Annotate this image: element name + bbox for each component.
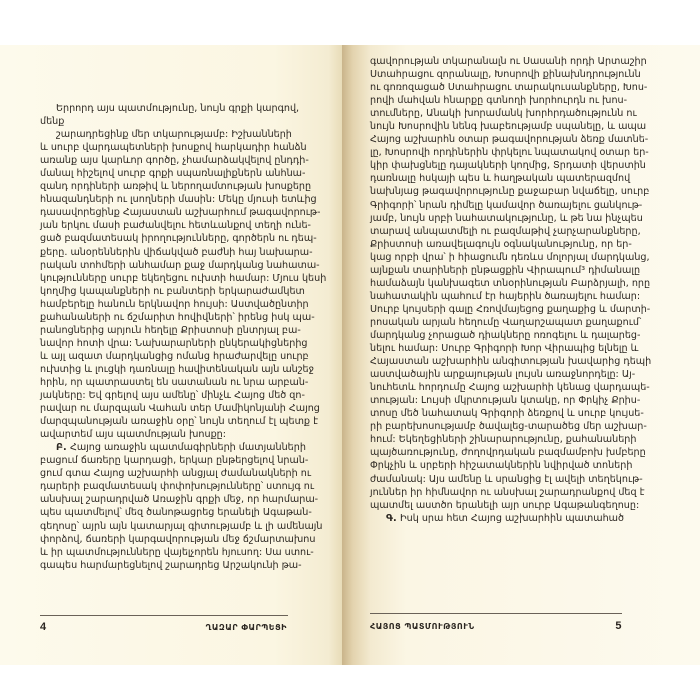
text-line <box>40 246 313 259</box>
text-line-content: ցած բազմատեսակ իրողությունները, գործերն ու դեպ- <box>40 233 317 245</box>
text-line-content: պատմել աստծո երանելի այր սուրբ Ագաթանգեղոսը: <box>370 499 640 511</box>
text-line <box>370 251 650 264</box>
text-line-content: մարզպանության առաջին օրը՝ նույն տեղում էլ պետք է <box>40 416 319 428</box>
right-footer-rule <box>370 613 622 614</box>
text-line-content: յակները: Եվ գրելով այս ամենը՝ մինչև Հայոց մեծ զո- <box>40 390 305 402</box>
text-line <box>370 146 649 159</box>
text-line <box>40 480 315 493</box>
text-line <box>40 454 309 467</box>
left-running-head: ՂԱԶԱՐ ՓԱՐՊԵՑԻ <box>205 623 287 632</box>
text-line-content: գապես հարմարեցնելով շարադրեց Արշակունի թա- <box>40 559 302 571</box>
text-line-content: քահանաների ու ճշմարիտ հովիվների՝ իրենց իսկ պա- <box>40 311 315 323</box>
text-line <box>40 350 309 363</box>
text-line-content: և սուրբ վարդապետների խոսքով հարկադիր հանձն <box>40 142 307 154</box>
text-line <box>40 415 319 428</box>
text-line-content: մենք <box>40 116 65 128</box>
text-line-content: տության: Լույսի մկրտության կտակը, որ Փրկիչ Քրիս- <box>370 395 641 407</box>
text-line-content: Իսկ սրա հետ Հայոց աշխարհին պատահած <box>399 512 624 524</box>
text-line <box>370 473 643 486</box>
text-line-content: մարդկանց չորացած դիակները ոռոգելու և դալարեց- <box>370 329 641 341</box>
text-line-content: նելու համար: Սուրբ Գրիգորի Խոր Վիրապից ելնելը և <box>370 343 639 355</box>
text-line <box>40 272 327 285</box>
text-line-content: րոսական արյան հեղումը Վաղարշապատ քաղաքում՝ <box>370 316 642 328</box>
text-line <box>40 493 319 506</box>
text-line <box>370 107 637 120</box>
text-line-content: նույն Խոսրովին նենգ խաբեությամբ սպանելը, և ապա <box>370 121 647 133</box>
text-line-content: Հայոց առաջին պատմագիրների մատյանների <box>69 442 306 454</box>
text-line-content: աստվածային արքայության լույսն առաջնորդելը: Այ- <box>370 369 636 381</box>
text-line <box>370 407 644 420</box>
text-line <box>40 376 309 389</box>
text-line-content: կաց որբի վրա՝ ի հիացումն դեռևս մոլորյալ մարդկանց, <box>370 251 650 263</box>
text-line-content: րովի մահվան հնարքը գտնողի խորհուրդն ու խոս- <box>370 95 628 107</box>
text-line <box>370 446 646 459</box>
text-line <box>370 499 640 512</box>
text-line <box>40 115 287 128</box>
text-line-content: Ստահրացու զորանալը, Խոսրովի քինախնդրությունն <box>370 69 641 81</box>
text-line-content: հնազանդների ու լսողների մասին: Մեկը մյուսի ետևից <box>40 194 317 206</box>
text-line-content: րի բարեխոսությամբ ծավալեց-տարածեց մեր աշխար- <box>370 421 647 433</box>
text-line-content: նահատակին պահում էր հայերին ծառայելու համար: <box>370 290 641 302</box>
text-line <box>40 298 309 311</box>
text-line <box>370 238 632 251</box>
text-line <box>40 533 316 546</box>
text-line-content: համաձայն կանխագետ տնօրինության Բարձրյալի, որը <box>370 277 651 289</box>
text-line-content: պես պատմելով՝ մեզ ծանոթացրեց երանելի Ագաթան- <box>40 507 312 519</box>
text-line <box>40 559 302 572</box>
text-line-content: տոսը մեծ նահատակ Գրիգորի ձեռքով և սուրբ կույսե- <box>370 408 644 420</box>
text-line <box>40 402 320 415</box>
text-line <box>40 285 305 298</box>
text-line-content: առանք այս կարևոր գործը, չհամարձակվելով ընդդի- <box>40 155 309 167</box>
text-line-content: յուններ իր հիմնավոր ու անսխալ շարադրանքով մեզ է <box>370 486 645 498</box>
text-line <box>370 172 631 185</box>
text-line-content: նուհետև հորդումը Հայոց աշխարհի կենաց վարդապե- <box>370 382 650 394</box>
text-line <box>370 381 650 394</box>
text-line-content: տումները, Անակի խորամանկ խորհրդածությունն ու <box>370 108 637 120</box>
text-line-content: ցում գտա Հայոց աշխարհի անցյալ ժամանակների ու <box>40 468 312 480</box>
text-line-content: քերը. անօրեններին վիճակված բաժնի հայ նախարա- <box>40 246 313 258</box>
text-line-content: Գրիգորի՝ նրան դիմելը կամավոր ծառայելու ցանկութ- <box>370 199 643 211</box>
text-line-content: Քրիստոսի առավելագույն օգնականությունը, որ եր- <box>370 238 632 250</box>
text-line <box>40 428 287 441</box>
text-line-content: զանդ որդիների առթիվ և ներողամտության խոսքերը <box>40 181 312 193</box>
text-line <box>370 68 641 81</box>
text-line <box>370 355 652 368</box>
text-line <box>40 219 312 232</box>
text-line <box>370 133 649 146</box>
text-line <box>370 199 643 212</box>
text-line <box>370 225 641 238</box>
text-line-content: Սուրբ կույսերի գալը Հռովմայեցոց քաղաքից և մարտի- <box>370 303 651 315</box>
text-line-content: համբերելը հանուն երկնավոր հույսի: Աստվածընտիր <box>40 298 309 310</box>
text-line-content: դարերի բազմատեսակ փոփոխությունները՝ ստույգ ու <box>40 481 315 493</box>
text-line <box>370 394 641 407</box>
text-line <box>40 232 317 245</box>
text-line-content: փորձով, ճառերի կարգավորության մեջ ճշմարտախոս <box>40 533 316 545</box>
text-line-content: կողմից կապանքների ու բանտերի երկարաժամկետ <box>40 285 305 297</box>
text-line <box>40 363 314 376</box>
text-line <box>40 311 315 324</box>
text-line-content: և այլ ազատ մարդկանցից ոմանց հրաժարվելը սուրբ <box>40 350 309 362</box>
text-line <box>40 128 292 141</box>
left-footer-rule <box>40 615 288 616</box>
text-line-content: կությունները սուրբ եկեղեցու ուխտի համար: Մյուս կեսի <box>40 272 327 284</box>
text-line <box>370 420 647 433</box>
left-page-number: 4 <box>40 621 47 633</box>
text-line <box>370 303 651 316</box>
section-marker: Գ. <box>386 512 400 524</box>
text-line-content: նավոր հոտի վրա: Նախարարների ընկերակիցներից <box>40 337 308 349</box>
right-running-head: ՀԱՅՈՑ ՊԱՏՄՈՒԹՅՈՒՆ <box>370 622 475 631</box>
right-page-body <box>370 55 652 525</box>
text-line-content: գավորության տկարանալն ու Սասանի որդի Արտաշիր <box>370 56 647 67</box>
text-line <box>40 141 307 154</box>
text-line-content: րավար ու մարզպան Վահան տեր Մամիկոնյանի Հայոց <box>40 403 320 415</box>
text-line <box>40 337 308 350</box>
text-line <box>40 324 301 337</box>
text-line-content: շարադրեցինք մեր տկարությամբ: Իշխանների <box>56 129 292 141</box>
text-line <box>370 185 650 198</box>
text-line-content: մանալ հիշելով սուրբ գրքի սպառնալիքներն անհնա- <box>40 168 306 180</box>
text-line <box>370 212 643 225</box>
text-line-content: այնքան տարիների ընթացքին Վիրապում³ դիմանալը <box>370 264 641 276</box>
book-spread <box>0 45 700 665</box>
text-line-content: գեղոսը՝ այրն այն կատարյալ գիտությամբ և լի ամենայն <box>40 520 323 532</box>
text-line <box>40 467 312 480</box>
text-line-content: դասավորեցինք Հայաստան աշխարհում թագավորութ- <box>40 207 321 219</box>
text-line-content: Հայաստան աշխարհին անգիտության խավարից դեպի <box>370 356 652 368</box>
text-line <box>370 342 639 355</box>
text-line <box>40 102 300 115</box>
text-line <box>370 159 646 172</box>
text-line <box>40 506 312 519</box>
text-line <box>40 441 306 454</box>
text-line-content: Հայոց աշխարհն օտար թագավորության ձեռք մատնե- <box>370 134 649 146</box>
text-line-content: տարավ անպատմելի ու բազմաթիվ չարչարանքները, <box>370 225 641 237</box>
text-line-content: յան երկու մասի բաժանվելու հետևանքով տեղի ունե- <box>40 220 312 232</box>
text-line-content: դառնալը հսկայի պես և հաղթական պատերազմով <box>370 173 631 185</box>
left-page <box>0 45 342 665</box>
text-line <box>370 459 633 472</box>
text-line <box>370 368 636 381</box>
text-line-content: ժամանակ: Այս ամենը և սրանցից էլ ավելի տեղեկութ- <box>370 473 643 485</box>
right-page <box>342 45 700 665</box>
text-line <box>370 120 647 133</box>
text-line-content: Փրկչին և սրբերի հիշատակներին նվիրված տոների <box>370 460 633 472</box>
text-line <box>370 433 637 446</box>
text-line <box>40 259 320 272</box>
left-page-body <box>40 102 327 572</box>
text-line-content: կիր փախցնելը դայակների կողմից, Տրդատի վերստին <box>370 160 646 172</box>
text-line-content: պայծառությունը, ժողովրդական բազմամբոխ խմբերը <box>370 447 646 459</box>
text-line <box>370 94 628 107</box>
text-line <box>370 316 642 329</box>
text-line-content: րանոցներից արյուն հեղելը Քրիստոսի ընտրյալ բա- <box>40 324 301 336</box>
text-line-content: բացում ճառերը կարդացի, երկար ընթերցելով նրան- <box>40 455 309 467</box>
text-line-content: և իր պատմությունները վայելչորեն հյուսող: Սա ստու- <box>40 546 314 558</box>
text-line-content: հրին, որ պատրաստել են սատանան ու նրա արբան- <box>40 376 309 388</box>
section-marker: Բ. <box>56 442 70 454</box>
text-line-content: հում: Եկեղեցիների շինարարությունը, քահանաների <box>370 434 637 446</box>
text-line <box>370 486 645 499</box>
text-line <box>370 81 648 94</box>
text-line-content: նախնյաց թագավորությունը քաջաբար նվաճելը, սուրբ <box>370 186 650 198</box>
text-line <box>370 55 647 68</box>
text-line-content: անսխալ շարադրված Առաջին գրքի մեջ, որ հարմարա- <box>40 494 319 506</box>
text-line <box>40 520 323 533</box>
right-page-number: 5 <box>615 620 622 632</box>
text-line <box>370 264 641 277</box>
text-line <box>40 389 305 402</box>
text-line-content: յամբ, նույն սրբի նահատակությունը, և թե նա ինչպես <box>370 212 643 224</box>
text-line <box>370 512 624 525</box>
text-line-content: ու գոռոզացած Ստահրացու տարակուսանքները, Խոս- <box>370 82 648 94</box>
text-line <box>40 193 317 206</box>
text-line <box>40 154 309 167</box>
text-line-content: ուխտից և լուցկի դառնալը հավիտենական այն անշեջ <box>40 363 314 375</box>
text-line <box>370 277 651 290</box>
text-line <box>40 206 321 219</box>
text-line-content: լը, Խոսրովի որդիներին փրկելու նպատակով օտար եր- <box>370 147 649 159</box>
text-line-content: ավարտեմ այս պատմության խոսքը: <box>40 429 226 441</box>
text-line-content: րական տոհմերի անհամար քաջ մարդկանց նահատա- <box>40 259 320 271</box>
text-line <box>370 290 641 303</box>
text-line <box>370 329 641 342</box>
text-line <box>40 180 312 193</box>
text-line <box>40 167 306 180</box>
text-line <box>40 546 314 559</box>
text-line-content: Երրորդ այս պատմությունը, նույն գրքի կարգով, <box>56 103 300 114</box>
